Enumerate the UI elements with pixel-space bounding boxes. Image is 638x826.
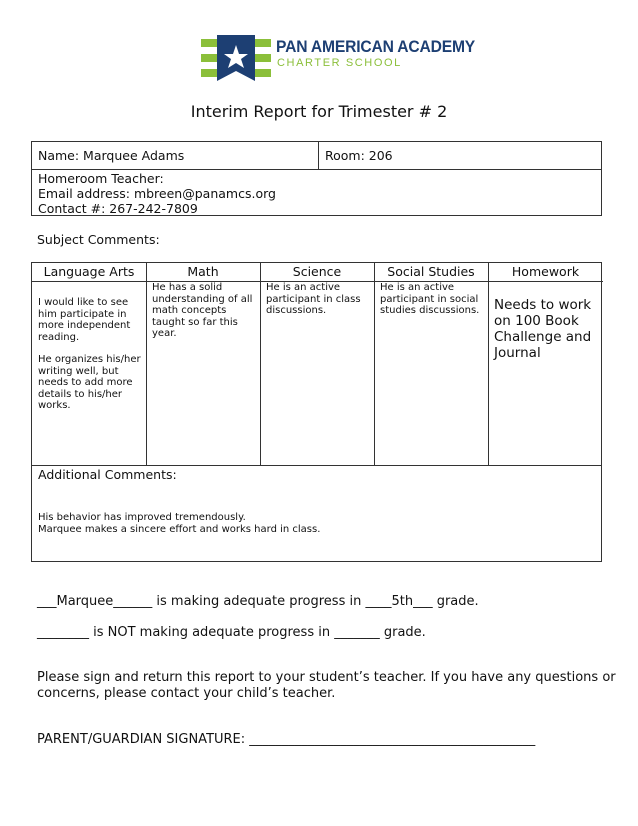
school-subtitle: CHARTER SCHOOL	[277, 57, 402, 69]
student-name: Name: Marquee Adams	[38, 148, 185, 163]
report-title: Interim Report for Trimester # 2	[190, 102, 448, 121]
instructions-line-2: concerns, please contact your child’s teacher.	[37, 686, 336, 701]
school-logo-icon	[201, 35, 271, 81]
header-language-arts: Language Arts	[32, 263, 146, 282]
progress-adequate-line: ___Marquee______ is making adequate progress in ____5th___ grade.	[37, 594, 479, 609]
student-info-box	[31, 141, 602, 216]
science-comment: He is an active participant in class discussions.	[266, 282, 361, 316]
progress-not-adequate-line: ________ is NOT making adequate progress in _______ grade.	[37, 625, 426, 640]
header-science: Science	[260, 263, 374, 282]
additional-comment-line-1: His behavior has improved tremendously.	[38, 512, 246, 523]
header-social-studies: Social Studies	[374, 263, 488, 282]
header-math: Math	[146, 263, 260, 282]
school-name: PAN AMERICAN ACADEMY	[276, 37, 476, 56]
subject-comments-label: Subject Comments:	[37, 232, 160, 247]
language-arts-comment: I would like to see him participate in more independent reading. He organizes his/her writing well, but needs to add more details to his/her works.	[38, 297, 141, 411]
teacher-email: Email address: mbreen@panamcs.org	[38, 186, 276, 201]
subject-comments-table	[31, 262, 602, 562]
additional-comment-line-2: Marquee makes a sincere effort and works hard in class.	[38, 524, 321, 535]
social-studies-comment: He is an active participant in social studies discussions.	[380, 282, 480, 316]
instructions-line-1: Please sign and return this report to your student’s teacher. If you have any questions or	[37, 670, 616, 685]
additional-comments-label: Additional Comments:	[38, 467, 177, 482]
homework-comment: Needs to work on 100 Book Challenge and Journal	[494, 297, 592, 361]
teacher-contact: Contact #: 267-242-7809	[38, 201, 198, 216]
header-homework: Homework	[488, 263, 603, 282]
school-logo	[201, 35, 476, 81]
homeroom-teacher: Homeroom Teacher:	[38, 171, 164, 186]
math-comment: He has a solid understanding of all math concepts taught so far this year.	[152, 282, 253, 339]
room-number: Room: 206	[325, 148, 393, 163]
signature-line: PARENT/GUARDIAN SIGNATURE: ____________________________________________	[37, 732, 536, 747]
